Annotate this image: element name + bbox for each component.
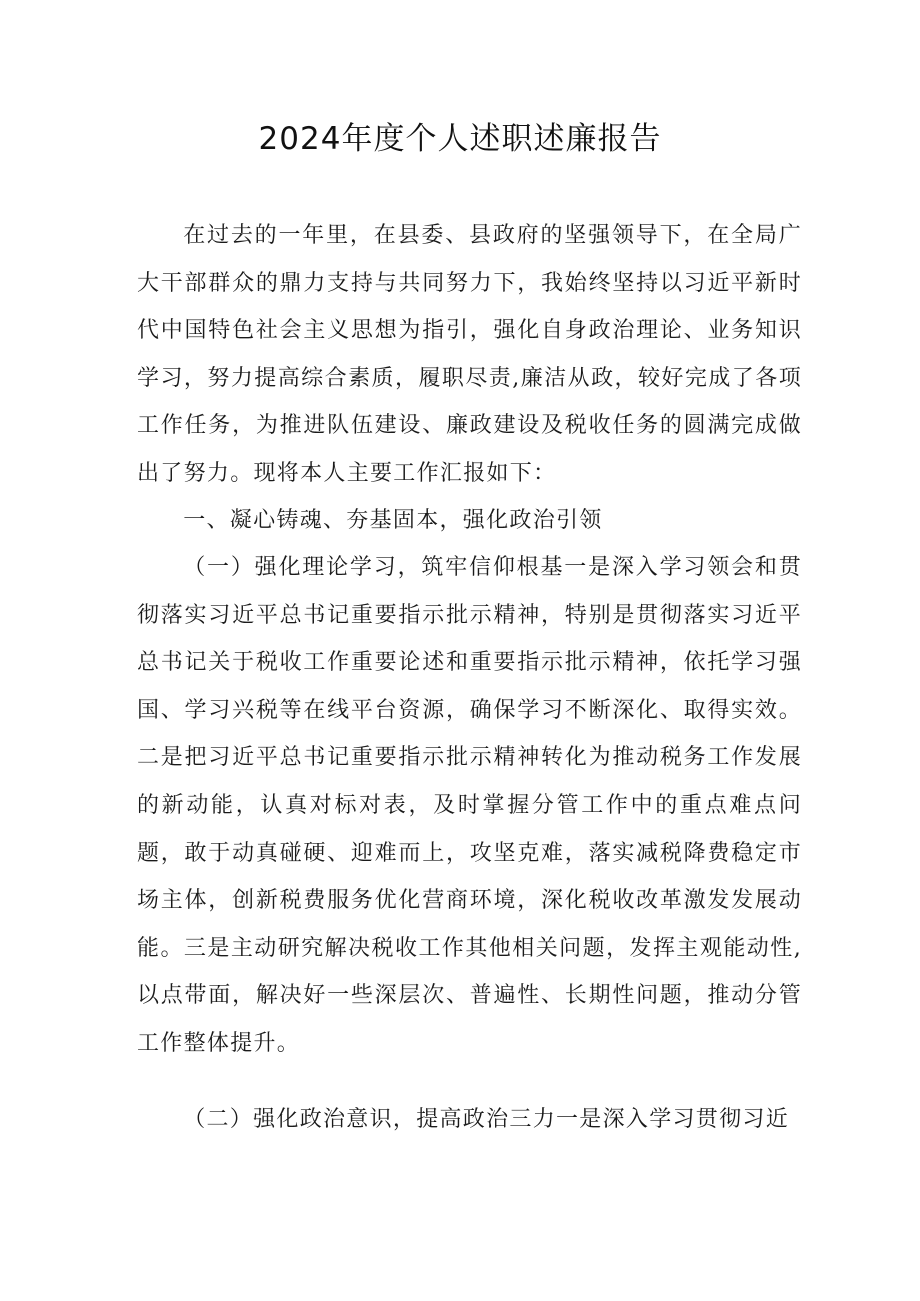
- item-one-paragraph: （一）强化理论学习，筑牢信仰根基一是深入学习领会和贯彻落实习近平总书记重要指示批示精神，特别是贯彻落实习近平总书记关于税收工作重要论述和重要指示批示精神，依托学习强国、学习兴税等在线平台资源，确保学习不断深化、取得实效。二是把习近平总书记重要指示批示精神转化为推动税务工作发展的新动能，认真对标对表，及时掌握分管工作中的重点难点问题，敢于动真碰硬、迎难而上，攻坚克难，落实减税降费稳定市场主体，创新税费服务优化营商环境，深化税收改革激发发展动能。三是主动研究解决税收工作其他相关问题，发挥主观能动性,以点带面，解决好一些深层次、普遍性、长期性问题，推动分管工作整体提升。: [137, 555, 802, 1056]
- section-one-heading: 一、凝心铸魂、夯基固本，强化政治引领: [183, 508, 603, 533]
- item-two-paragraph: （二）强化政治意识，提高政治三力一是深入学习贯彻习近: [183, 1107, 789, 1132]
- intro-paragraph: 在过去的一年里，在县委、县政府的坚强领导下，在全局广大干部群众的鼎力支持与共同努力下，我始终坚持以习近平新时代中国特色社会主义思想为指引，强化自身政治理论、业务知识学习，努力提高综合素质，履职尽责,廉洁从政，较好完成了各项工作任务，为推进队伍建设、廉政建设及税收任务的圆满完成做出了努力。现将本人主要工作汇报如下：: [137, 223, 802, 486]
- document-title: 2024年度个人述职述廉报告: [258, 121, 662, 157]
